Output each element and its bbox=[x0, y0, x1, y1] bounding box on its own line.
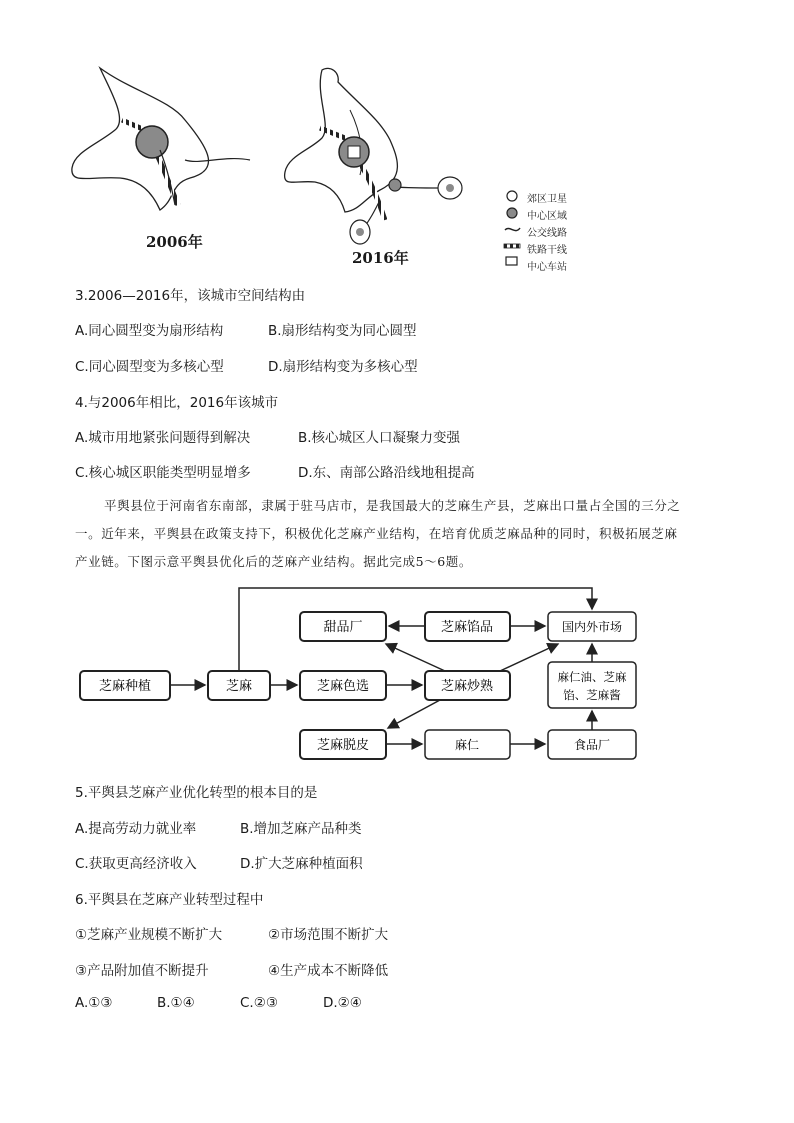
map-legend bbox=[527, 191, 567, 276]
map-2016 bbox=[285, 68, 462, 244]
q6-item-2: ②市场范围不断扩大 bbox=[268, 927, 389, 943]
label-selection: 芝麻色选 bbox=[316, 679, 370, 694]
map-2006 bbox=[72, 68, 250, 210]
q3-stem: 3.2006—2016年，该城市空间结构由 bbox=[75, 288, 306, 304]
q4-option-d[interactable]: D.东、南部公路沿线地租提高 bbox=[298, 465, 475, 481]
q3-option-b[interactable]: B.扇形结构变为同心圆型 bbox=[268, 323, 417, 339]
sesame-industry-flowchart bbox=[0, 580, 794, 770]
railway-line-icon bbox=[504, 244, 520, 248]
map-caption-2006: 2006年 bbox=[146, 233, 203, 251]
q6-option-c[interactable]: C.②③ bbox=[240, 995, 278, 1011]
q5-option-b[interactable]: B.增加芝麻产品种类 bbox=[240, 821, 362, 837]
label-products-2: 馅、芝麻酱 bbox=[563, 688, 621, 702]
passage-line-1: 平舆县位于河南省东南部，隶属于驻马店市，是我国最大的芝麻生产县，芝麻出口量占全国的三分之 bbox=[104, 498, 681, 513]
center-zone-legend-icon bbox=[507, 208, 517, 218]
q6-item-1: ①芝麻产业规模不断扩大 bbox=[75, 927, 223, 943]
label-kernel: 麻仁 bbox=[454, 738, 480, 752]
label-sesame: 芝麻 bbox=[225, 679, 253, 694]
legend-label: 公交线路 bbox=[527, 228, 567, 239]
q3-option-d[interactable]: D.扇形结构变为多核心型 bbox=[268, 359, 418, 375]
legend-label: 郊区卫星 bbox=[527, 194, 567, 205]
q6-option-d[interactable]: D.②④ bbox=[323, 995, 362, 1011]
highway-line-icon bbox=[505, 228, 520, 231]
label-roasting: 芝麻炒熟 bbox=[440, 679, 494, 694]
legend-label: 中心区域 bbox=[527, 211, 567, 222]
arrow-roasting-sweets bbox=[386, 644, 445, 671]
arrow-sesame-market bbox=[239, 588, 592, 671]
label-planting: 芝麻种植 bbox=[98, 679, 152, 694]
q6-stem: 6.平舆县在芝麻产业转型过程中 bbox=[75, 892, 264, 908]
center-zone-icon bbox=[136, 126, 168, 158]
q3-option-c[interactable]: C.同心圆型变为多核心型 bbox=[75, 359, 224, 375]
label-snacks: 芝麻馅品 bbox=[440, 620, 494, 635]
suburb-circle-icon bbox=[507, 191, 517, 201]
central-station-icon bbox=[506, 257, 517, 265]
q6-option-b[interactable]: B.①④ bbox=[157, 995, 195, 1011]
passage-line-2: 一。近年来，平舆县在政策支持下，积极优化芝麻产业结构，在培育优质芝麻品种的同时，积极拓展芝麻 bbox=[75, 526, 678, 541]
q4-option-a[interactable]: A.城市用地紧张问题得到解决 bbox=[75, 430, 251, 446]
q5-option-c[interactable]: C.获取更高经济收入 bbox=[75, 856, 197, 872]
q4-stem: 4.与2006年相比，2016年该城市 bbox=[75, 395, 279, 411]
q6-item-4: ④生产成本不断降低 bbox=[268, 963, 389, 979]
label-sweets-factory: 甜品厂 bbox=[323, 620, 363, 635]
label-products-1: 麻仁油、芝麻 bbox=[557, 670, 627, 684]
q6-item-3: ③产品附加值不断提升 bbox=[75, 963, 209, 979]
label-dehulling: 芝麻脱皮 bbox=[316, 738, 370, 753]
label-food-factory: 食品厂 bbox=[573, 738, 611, 752]
label-market: 国内外市场 bbox=[561, 620, 623, 634]
q5-option-d[interactable]: D.扩大芝麻种植面积 bbox=[240, 856, 363, 872]
map-caption-2016: 2016年 bbox=[352, 249, 409, 267]
passage-line-3: 产业链。下图示意平舆县优化后的芝麻产业结构。据此完成5～6题。 bbox=[75, 554, 473, 569]
map-legend-icons bbox=[504, 191, 520, 265]
legend-label: 中心车站 bbox=[527, 262, 567, 273]
q4-option-b[interactable]: B.核心城区人口凝聚力变强 bbox=[298, 430, 461, 446]
q6-option-a[interactable]: A.①③ bbox=[75, 995, 113, 1011]
legend-label: 铁路干线 bbox=[527, 245, 567, 256]
q4-option-c[interactable]: C.核心城区职能类型明显增多 bbox=[75, 465, 251, 481]
q3-option-a[interactable]: A.同心圆型变为扇形结构 bbox=[75, 323, 224, 339]
arrow-roasting-dehulling bbox=[388, 700, 440, 728]
city-structure-maps bbox=[60, 60, 600, 275]
q5-stem: 5.平舆县芝麻产业优化转型的根本目的是 bbox=[75, 785, 318, 801]
q5-option-a[interactable]: A.提高劳动力就业率 bbox=[75, 821, 197, 837]
